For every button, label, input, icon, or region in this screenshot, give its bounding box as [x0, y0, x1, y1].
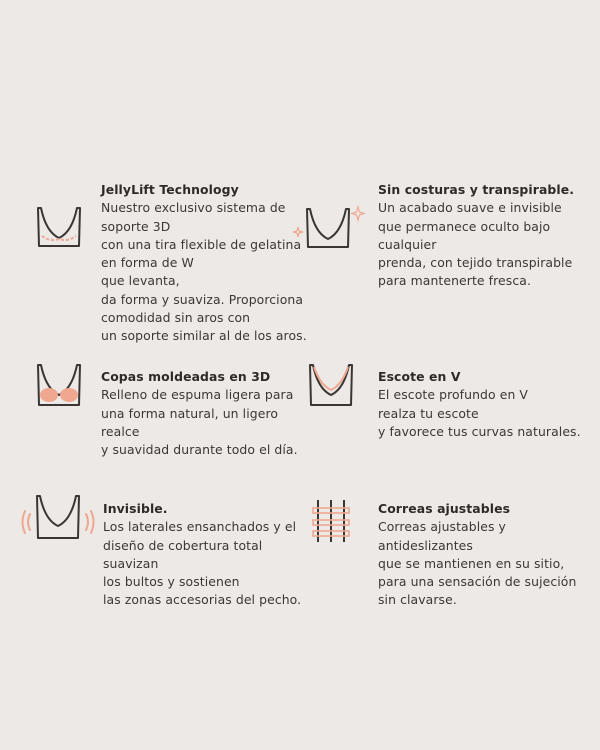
adjustable-straps-icon [311, 498, 351, 544]
feature-text-line: cualquier [378, 236, 437, 252]
feature-text-line: para mantenerte fresca. [378, 273, 531, 289]
feature-text-line: comodidad sin aros con [101, 310, 251, 326]
feature-text-line: Los laterales ensanchados y el [103, 519, 297, 535]
feature-text-line: con una tira flexible de gelatina [101, 236, 302, 252]
feature-text-line: Correas ajustables y [378, 519, 506, 535]
feature-text-line: sin clavarse. [378, 592, 457, 608]
feature-text-line: Relleno de espuma ligera para [101, 387, 294, 403]
feature-text-line: Un acabado suave e invisible [378, 200, 562, 216]
feature-title: Sin costuras y transpirable. [378, 182, 575, 197]
feature-text-line: que permanece oculto bajo [378, 218, 551, 234]
feature-title: Copas moldeadas en 3D [101, 369, 271, 384]
bra-molded-cups-icon [34, 363, 84, 409]
feature-text-line: los bultos y sostienen [103, 574, 240, 590]
feature-text-line: que se mantienen en su sitio, [378, 555, 565, 571]
feature-text-line: y suavidad durante todo el día. [101, 442, 298, 458]
feature-text-line: antideslizantes [378, 537, 473, 553]
feature-text-line: una forma natural, un ligero [101, 405, 279, 421]
feature-text-line: en forma de W [101, 255, 194, 271]
feature-text-line: Nuestro exclusivo sistema de [101, 200, 286, 216]
feature-text-line: realza tu escote [378, 405, 479, 421]
feature-title: Correas ajustables [378, 501, 511, 516]
feature-text-line: El escote profundo en V [378, 387, 529, 403]
bra-v-neck-icon [306, 363, 356, 409]
feature-text-line: suavizan [103, 555, 159, 571]
feature-text-line: las zonas accesorias del pecho. [103, 592, 302, 608]
feature-title: JellyLift Technology [101, 182, 239, 197]
feature-text-line: soporte 3D [101, 218, 171, 234]
bra-gel-strip-icon [34, 206, 84, 250]
feature-text-line: y favorece tus curvas naturales. [378, 423, 581, 439]
feature-text-line: realce [101, 423, 140, 439]
feature-text-line: prenda, con tejido transpirable [378, 255, 573, 271]
feature-text-line: diseño de cobertura total [103, 537, 263, 553]
bra-invisible-waves-icon [20, 494, 98, 544]
feature-text-line: un soporte similar al de los aros. [101, 328, 307, 344]
bra-seamless-sparkle-icon [292, 203, 366, 253]
feature-text-line: que levanta, [101, 273, 180, 289]
feature-text-line: para una sensación de sujeción [378, 574, 577, 590]
feature-title: Escote en V [378, 369, 461, 384]
feature-title: Invisible. [103, 501, 168, 516]
feature-text-line: da forma y suaviza. Proporciona [101, 291, 304, 307]
